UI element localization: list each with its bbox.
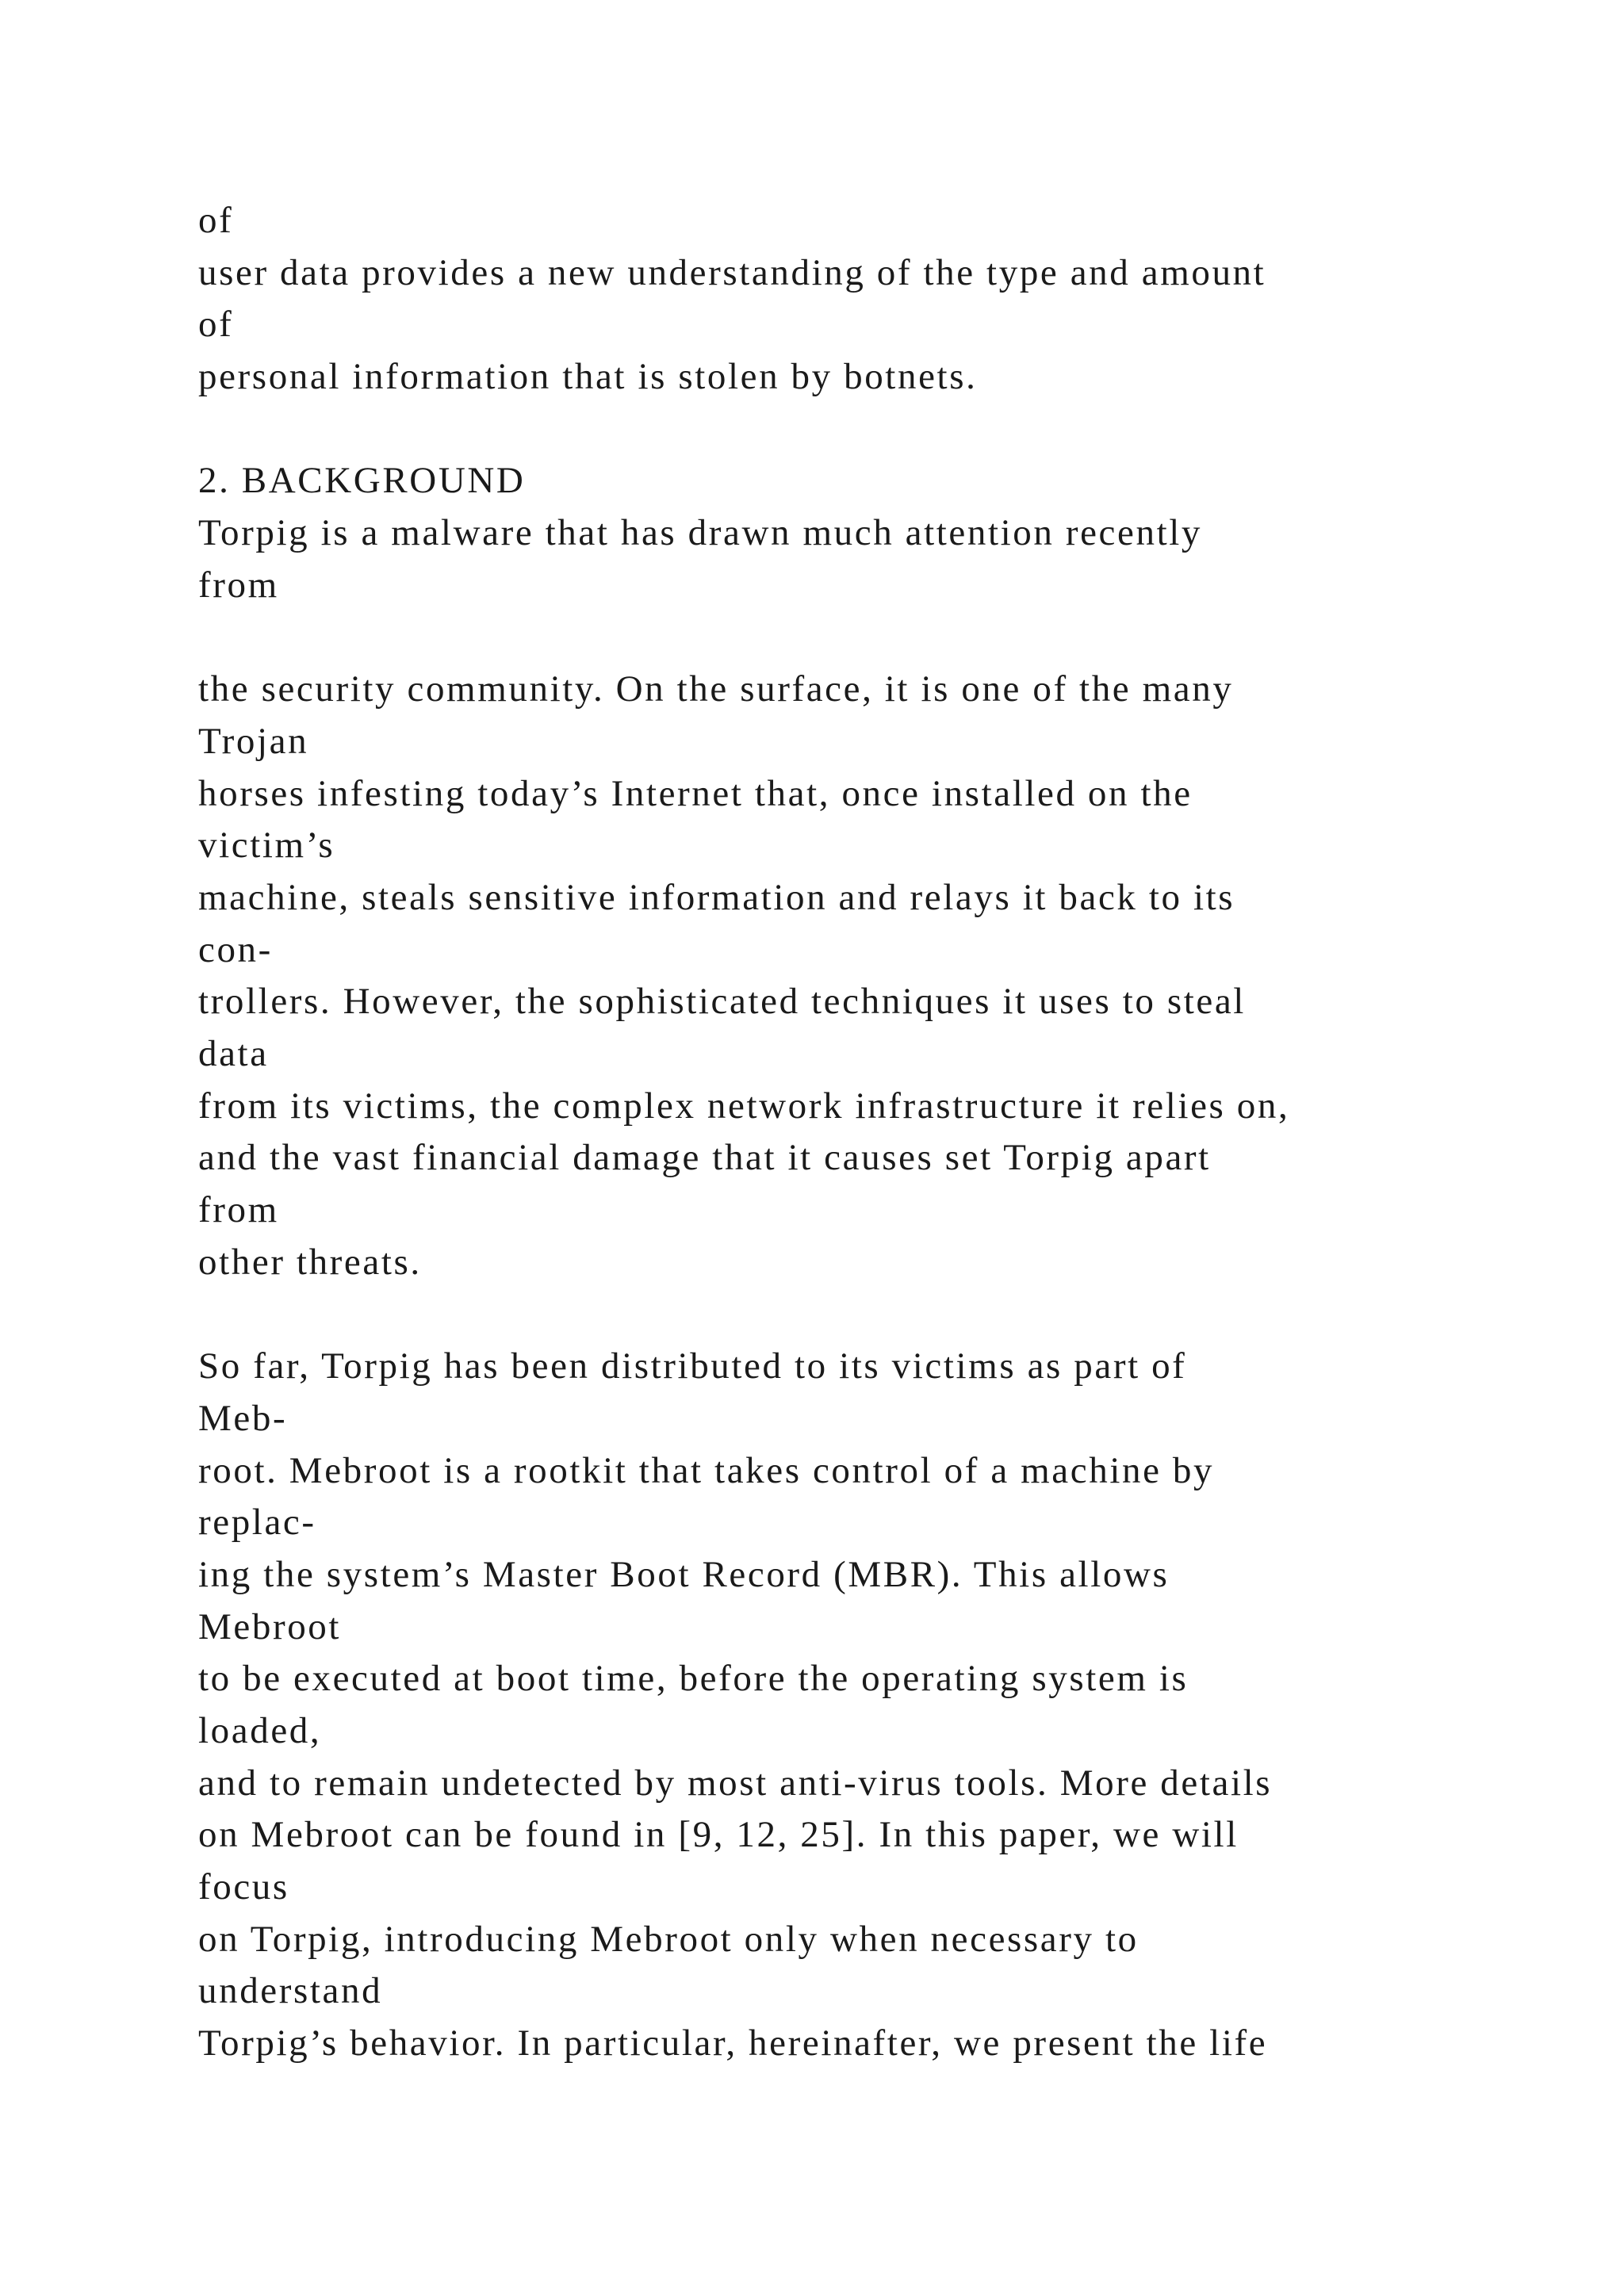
text-line: Mebroot bbox=[198, 1605, 342, 1647]
text-line: understand bbox=[198, 1970, 383, 2012]
text-line: and to remain undetected by most anti-virus tools. More details bbox=[198, 1762, 1273, 1804]
blank-line bbox=[198, 1288, 1546, 1341]
blank-line bbox=[198, 612, 1546, 664]
section-heading: 2. BACKGROUND bbox=[198, 460, 526, 502]
text-line: horses infesting today’s Internet that, once installed on the bbox=[198, 772, 1193, 814]
text-line: of bbox=[198, 304, 234, 346]
blank-line bbox=[198, 404, 1546, 456]
text-line: and the vast financial damage that it causes set Torpig apart bbox=[198, 1137, 1211, 1179]
text-line: Torpig’s behavior. In particular, hereinafter, we present the life bbox=[198, 2022, 1268, 2064]
text-line: other threats. bbox=[198, 1241, 422, 1283]
document-body-text bbox=[198, 195, 1546, 2070]
text-line: user data provides a new understanding of the type and amount bbox=[198, 251, 1266, 293]
text-line: loaded, bbox=[198, 1709, 322, 1751]
text-line: ing the system’s Master Boot Record (MBR). This allows bbox=[198, 1553, 1170, 1595]
text-line: from bbox=[198, 1189, 279, 1231]
text-line: victim’s bbox=[198, 825, 335, 867]
text-line: machine, steals sensitive information and relays it back to its bbox=[198, 876, 1235, 918]
text-line: replac- bbox=[198, 1502, 316, 1544]
text-line: data bbox=[198, 1033, 269, 1074]
text-line: to be executed at boot time, before the operating system is bbox=[198, 1658, 1189, 1700]
text-line: on Mebroot can be found in [9, 12, 25]. In this paper, we will bbox=[198, 1814, 1239, 1856]
text-line: root. Mebroot is a rootkit that takes control of a machine by bbox=[198, 1449, 1215, 1491]
text-line: So far, Torpig has been distributed to its victims as part of bbox=[198, 1345, 1187, 1387]
text-line: of bbox=[198, 200, 234, 241]
text-line: focus bbox=[198, 1866, 289, 1908]
text-line: on Torpig, introducing Mebroot only when necessary to bbox=[198, 1918, 1139, 1960]
text-line: Torpig is a malware that has drawn much attention recently bbox=[198, 512, 1202, 554]
text-line: from its victims, the complex network infrastructure it relies on, bbox=[198, 1085, 1290, 1127]
text-line: from bbox=[198, 564, 279, 606]
text-line: con- bbox=[198, 928, 273, 970]
text-line: Meb- bbox=[198, 1397, 288, 1439]
text-line: the security community. On the surface, it is one of the many bbox=[198, 668, 1234, 710]
text-line: trollers. However, the sophisticated techniques it uses to steal bbox=[198, 981, 1246, 1023]
text-line: personal information that is stolen by botnets. bbox=[198, 356, 978, 398]
text-line: Trojan bbox=[198, 720, 309, 762]
